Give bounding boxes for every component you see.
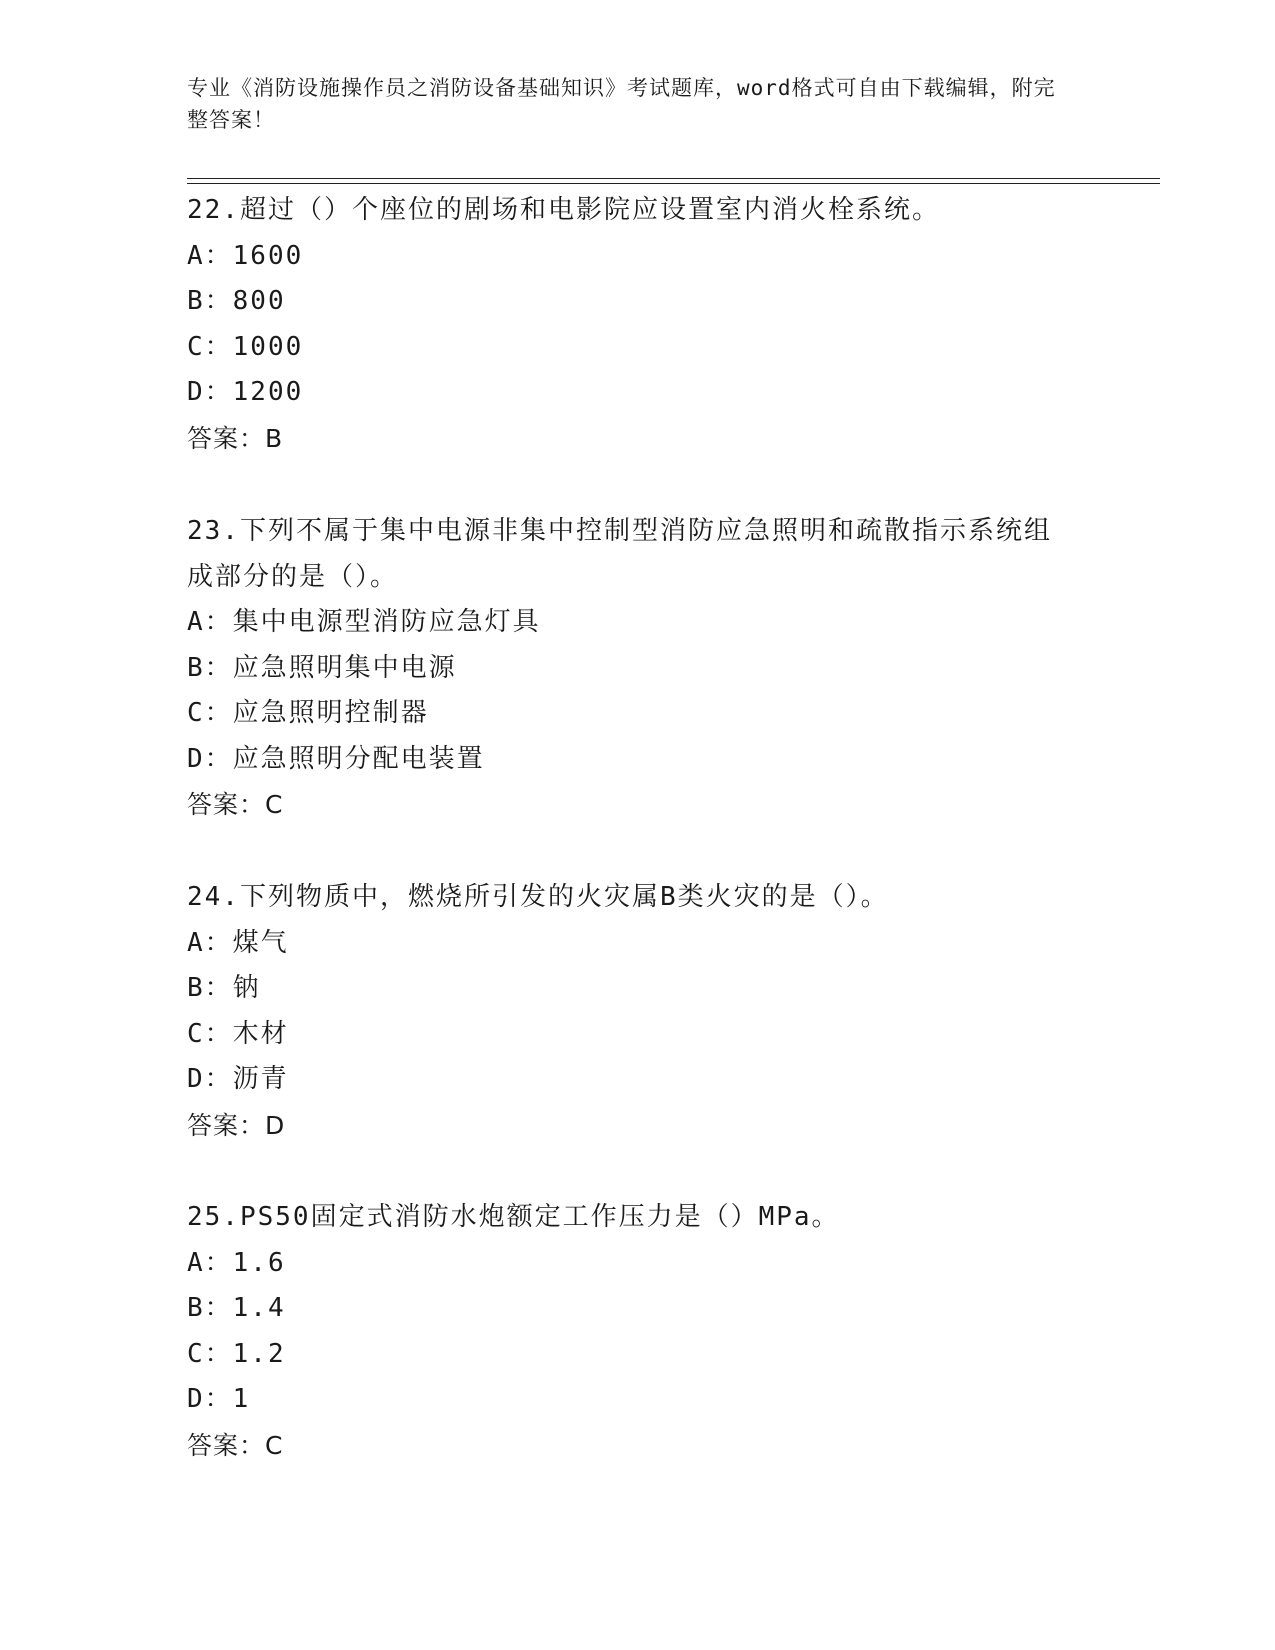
question-text: 下列不属于集中电源非集中控制型消防应急照明和疏散指示系统组 bbox=[239, 516, 1052, 546]
question-text: 超过（）个座位的剧场和电影院应设置室内消火栓系统。 bbox=[239, 195, 940, 225]
question-22 bbox=[187, 188, 1087, 461]
question-stem bbox=[187, 188, 1087, 234]
question-24 bbox=[187, 875, 1087, 1148]
question-number: 24. bbox=[187, 882, 240, 912]
option-d: D：沥青 bbox=[187, 1064, 289, 1094]
question-number: 23. bbox=[187, 516, 240, 546]
divider-line-top bbox=[187, 178, 1160, 179]
answer-line: 答案：C bbox=[187, 790, 284, 819]
question-stem-continued: 成部分的是（）。 bbox=[187, 561, 399, 592]
question-number: 25. bbox=[187, 1202, 240, 1232]
option-b: B：1.4 bbox=[187, 1293, 286, 1323]
question-25 bbox=[187, 1195, 1087, 1468]
question-stem bbox=[187, 1195, 1087, 1241]
option-b: B：应急照明集中电源 bbox=[187, 652, 457, 683]
question-number: 22. bbox=[187, 195, 240, 225]
option-a: A：1600 bbox=[187, 240, 304, 271]
question-text: 下列物质中，燃烧所引发的火灾属B类火灾的是（）。 bbox=[239, 882, 889, 912]
intro-text: 专业《消防设施操作员之消防设备基础知识》考试题库，word格式可自由下载编辑，附完整答案！ bbox=[187, 76, 1056, 132]
question-stem bbox=[187, 875, 1087, 921]
answer-line: 答案：C bbox=[187, 1430, 284, 1460]
option-b: B：800 bbox=[187, 286, 286, 316]
question-stem bbox=[187, 509, 1087, 555]
option-a: A：集中电源型消防应急灯具 bbox=[187, 607, 541, 637]
option-c: C：1.2 bbox=[187, 1338, 286, 1369]
answer-line: 答案：D bbox=[187, 1110, 286, 1140]
option-c: C：应急照明控制器 bbox=[187, 698, 429, 728]
option-a: A：煤气 bbox=[187, 927, 289, 958]
option-d: D：应急照明分配电装置 bbox=[187, 743, 485, 774]
question-23 bbox=[187, 509, 1087, 828]
question-text: PS50固定式消防水炮额定工作压力是（）MPa。 bbox=[239, 1202, 840, 1232]
document-intro bbox=[187, 72, 1067, 136]
option-c: C：木材 bbox=[187, 1018, 289, 1049]
option-b: B：钠 bbox=[187, 973, 261, 1003]
option-c: C：1000 bbox=[187, 331, 304, 362]
answer-line: 答案：B bbox=[187, 423, 284, 453]
option-a: A：1.6 bbox=[187, 1247, 286, 1278]
option-d: D：1 bbox=[187, 1384, 251, 1414]
option-d: D：1200 bbox=[187, 377, 304, 407]
divider-line-bottom bbox=[187, 183, 1160, 184]
